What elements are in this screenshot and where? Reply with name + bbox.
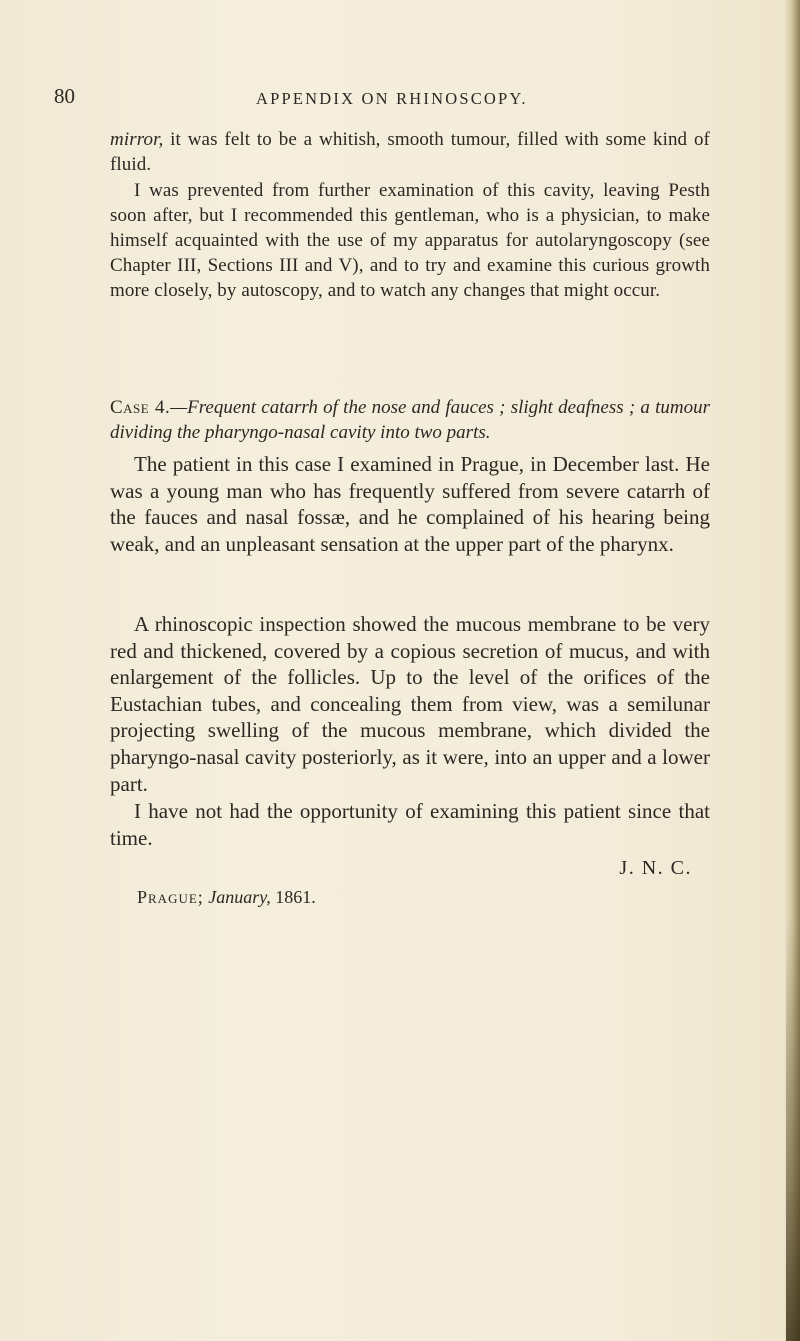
- running-head: APPENDIX ON RHINOSCOPY.: [256, 89, 528, 108]
- case-heading: [110, 395, 710, 445]
- paragraph-1: [110, 127, 710, 177]
- paragraph-5: I have not had the opportunity of examining this patient since that time.: [110, 799, 710, 850]
- paragraph-1-italic-start: mirror,: [110, 129, 164, 150]
- case-title: —Frequent catarrh of the nose and fauces ; slight deafness ; a tumour dividing the pharyngo-nasal cavity into two parts.: [110, 397, 711, 443]
- paragraph-3: The patient in this case I examined in Prague, in December last. He was a young man who has frequently suffered from severe catarrh of the fauces and nasal fossæ, and he complained of his hearing being weak, and an unpleasant sensation at the upper part of the pharynx.: [110, 452, 710, 556]
- paragraph-1-rest: it was felt to be a whitish, smooth tumour, filled with some kind of fluid.: [110, 129, 710, 175]
- paragraph-4: A rhinoscopic inspection showed the mucous membrane to be very red and thickened, covered by a copious secretion of mucus, and with enlargement of the follicles. Up to the level of the orifices of the Eustachian tubes, and concealing them from view, was a semilunar projecting swelling of the mucous membrane, which divided the pharyngo-nasal cavity posteriorly, as it were, into an upper and a lower part.: [110, 612, 710, 796]
- dateline-place: Prague;: [137, 887, 204, 907]
- case-label: Case 4.: [110, 397, 171, 418]
- page-edge-shadow-bottom: [786, 921, 800, 1341]
- dateline: [137, 887, 316, 908]
- dateline-year: 1861.: [270, 887, 316, 907]
- dateline-month: January,: [208, 887, 271, 907]
- signature: J. N. C.: [619, 857, 692, 879]
- paragraph-2: I was prevented from further examination of this cavity, leaving Pesth soon after, but I recommended this gentleman, who is a physician, to make himself acquainted with the use of my apparatus for autolaryngoscopy (see Chapter III, Sections III and V), and to try and examine this curious growth more closely, by autoscopy, and to watch any changes that might occur.: [110, 180, 710, 301]
- page-number: 80: [54, 84, 75, 108]
